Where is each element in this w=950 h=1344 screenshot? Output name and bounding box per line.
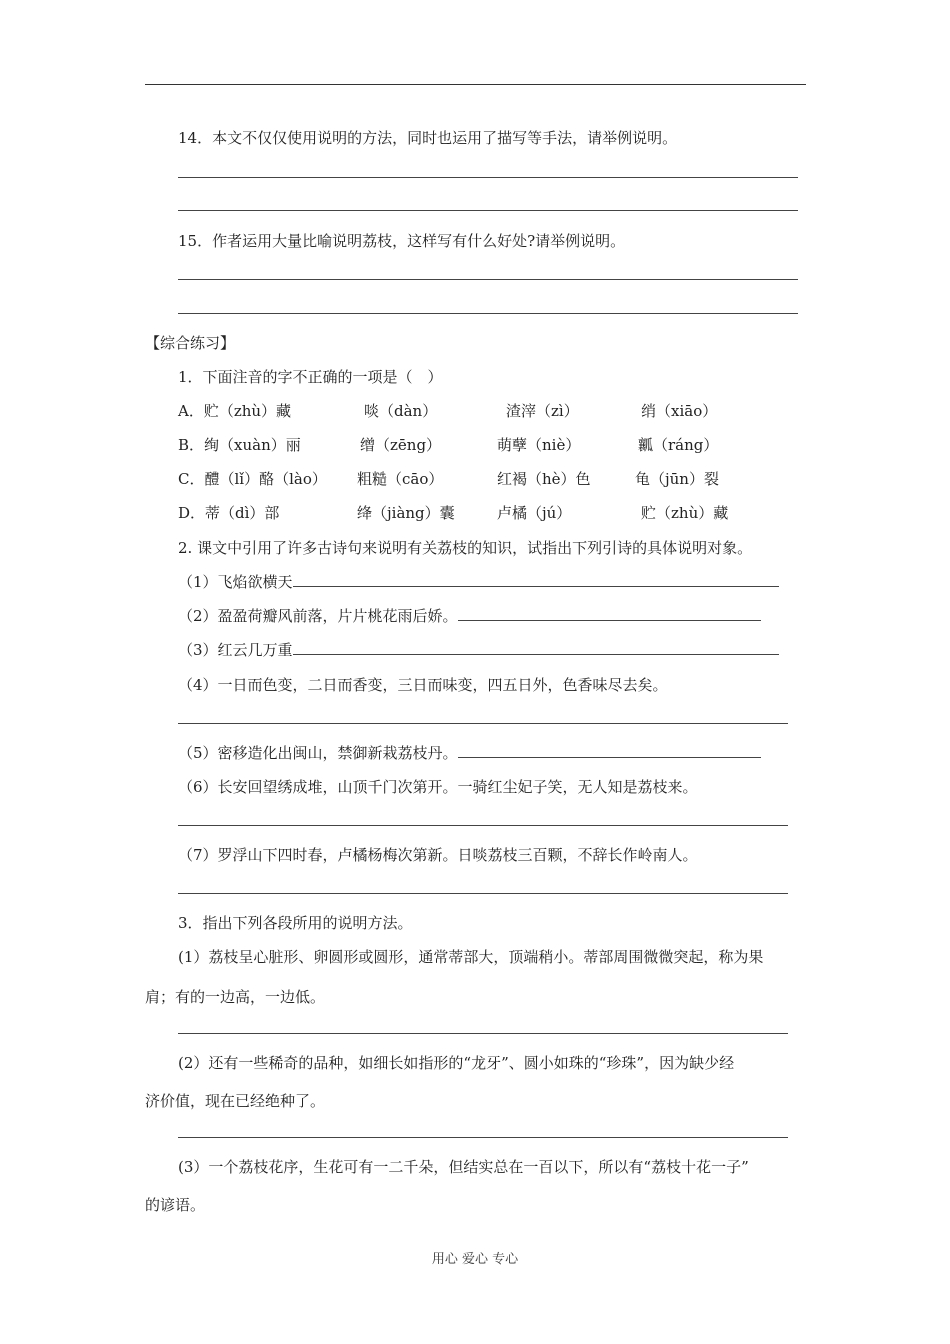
option-a-2: 啖（dàn） <box>364 402 438 420</box>
poem-item-2: （2）盈盈荷瓣风前落，片片桃花雨后娇。 <box>178 605 761 626</box>
practice-3-question: 3．指出下列各段所用的说明方法。 <box>178 914 413 932</box>
answer-line[interactable] <box>178 1137 788 1138</box>
option-d-1: D．蒂（dì）部 <box>178 504 280 522</box>
answer-line[interactable] <box>458 606 761 621</box>
paragraph-1-line1: (1）荔枝呈心脏形、卵圆形或圆形，通常蒂部大，顶端稍小。蒂部周围微微突起，称为果 <box>178 948 764 966</box>
option-c-2: 粗糙（cāo） <box>357 470 444 488</box>
paragraph-3-line2: 的谚语。 <box>145 1196 206 1214</box>
option-b-3: 萌孽（niè） <box>497 436 581 454</box>
question-14: 14．本文不仅仅使用说明的方法，同时也运用了描写等手法，请举例说明。 <box>178 129 678 147</box>
paragraph-2-line2: 济价值，现在已经绝种了。 <box>145 1092 326 1110</box>
practice-2-question: 2. 课文中引用了许多古诗句来说明有关荔枝的知识，试指出下列引诗的具体说明对象。 <box>178 539 753 557</box>
option-c-4: 龟（jūn）裂 <box>635 470 719 488</box>
answer-line[interactable] <box>293 572 779 587</box>
option-b-4: 瓤（ráng） <box>638 436 719 454</box>
paragraph-1-line2: 肩；有的一边高，一边低。 <box>145 988 326 1006</box>
answer-line[interactable] <box>293 640 779 655</box>
answer-line[interactable] <box>178 210 798 211</box>
answer-line[interactable] <box>178 825 788 826</box>
option-d-2: 绛（jiàng）囊 <box>357 504 455 522</box>
paragraph-3-line1: (3）一个荔枝花序，生花可有一二千朵，但结实总在一百以下，所以有“荔枝十花一子” <box>178 1158 749 1176</box>
poem-item-3: （3）红云几万重 <box>178 639 779 660</box>
option-a-1: A．贮（zhù）藏 <box>178 402 292 420</box>
header-rule <box>145 84 806 85</box>
poem-item-5: （5）密移造化出闽山，禁御新栽荔枝丹。 <box>178 742 761 763</box>
poem-item-7: （7）罗浮山下四时春，卢橘杨梅次第新。日啖荔枝三百颗，不辞长作岭南人。 <box>178 846 698 864</box>
option-c-1: C．醴（lǐ）酪（lào） <box>178 470 327 488</box>
option-a-4: 绡（xiāo） <box>641 402 718 420</box>
answer-line[interactable] <box>178 723 788 724</box>
poem-item-6: （6）长安回望绣成堆，山顶千门次第开。一骑红尘妃子笑，无人知是荔枝来。 <box>178 778 698 796</box>
option-d-4: 贮（zhù）藏 <box>641 504 729 522</box>
option-b-2: 缯（zēng） <box>360 436 442 454</box>
option-a-3: 渣滓（zì） <box>506 402 579 420</box>
option-b-1: B．绚（xuàn）丽 <box>178 436 301 454</box>
answer-line[interactable] <box>178 177 798 178</box>
answer-line[interactable] <box>458 743 761 758</box>
practice-1-question: 1．下面注音的字不正确的一项是（ ） <box>178 368 443 386</box>
section-title: 【综合练习】 <box>145 334 236 352</box>
poem-item-1: （1）飞焰欲横天 <box>178 571 779 592</box>
option-d-3: 卢橘（jú） <box>497 504 572 522</box>
option-c-3: 红褐（hè）色 <box>497 470 591 488</box>
answer-line[interactable] <box>178 313 798 314</box>
poem-item-4: （4）一日而色变，二日而香变，三日而味变，四五日外，色香味尽去矣。 <box>178 676 668 694</box>
answer-line[interactable] <box>178 1033 788 1034</box>
answer-line[interactable] <box>178 279 798 280</box>
paragraph-2-line1: (2）还有一些稀奇的品种，如细长如指形的“龙牙”、圆小如珠的“珍珠”，因为缺少经 <box>178 1054 735 1072</box>
page-footer: 用心 爱心 专心 <box>431 1252 519 1267</box>
answer-line[interactable] <box>178 893 788 894</box>
question-15: 15．作者运用大量比喻说明荔枝，这样写有什么好处?请举例说明。 <box>178 232 626 250</box>
